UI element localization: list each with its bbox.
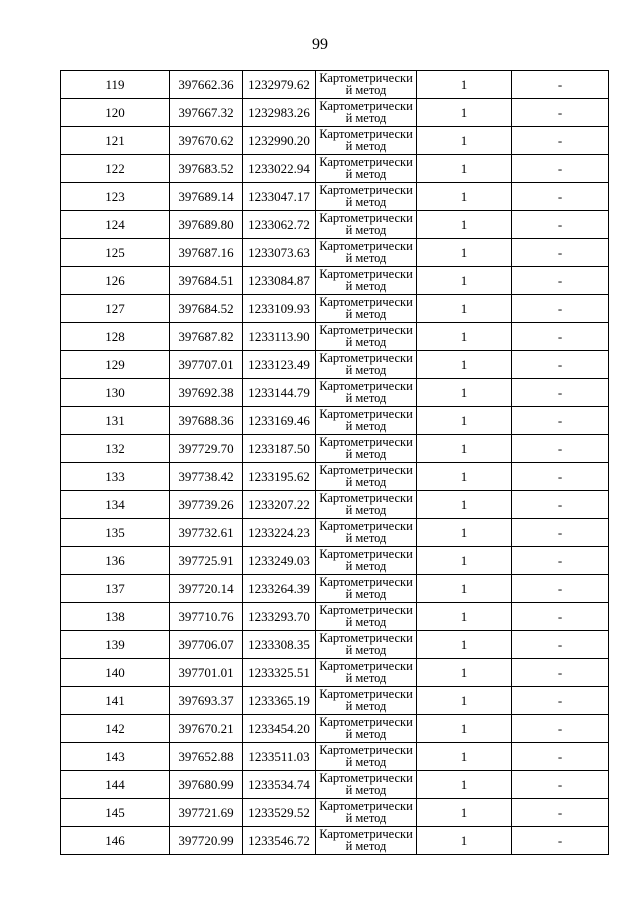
count-cell: 1	[417, 715, 512, 743]
table-row	[61, 267, 609, 295]
dash-cell: -	[512, 71, 609, 99]
y-coordinate-cell: 1233123.49	[243, 351, 316, 379]
method-cell	[316, 547, 417, 575]
y-coordinate-cell: 1233195.62	[243, 463, 316, 491]
point-number-cell: 137	[61, 575, 170, 603]
table-row	[61, 687, 609, 715]
method-cell	[316, 659, 417, 687]
method-text-line2: й метод	[345, 699, 387, 713]
method-cell	[316, 743, 417, 771]
point-number-cell: 143	[61, 743, 170, 771]
dash-cell: -	[512, 463, 609, 491]
method-text-line2: й метод	[345, 447, 387, 461]
point-number-cell: 131	[61, 407, 170, 435]
method-text-line2: й метод	[345, 307, 387, 321]
method-text-line2: й метод	[345, 559, 387, 573]
method-cell	[316, 687, 417, 715]
method-text-line2: й метод	[345, 531, 387, 545]
y-coordinate-cell: 1233511.03	[243, 743, 316, 771]
y-coordinate-cell: 1233022.94	[243, 155, 316, 183]
method-text-line1: Картометрически	[319, 351, 413, 365]
x-coordinate-cell: 397707.01	[170, 351, 243, 379]
point-number-cell: 122	[61, 155, 170, 183]
method-text-line1: Картометрически	[319, 211, 413, 225]
y-coordinate-cell: 1233249.03	[243, 547, 316, 575]
coordinates-table	[60, 70, 609, 855]
method-text-line2: й метод	[345, 643, 387, 657]
table-row	[61, 519, 609, 547]
point-number-cell: 136	[61, 547, 170, 575]
y-coordinate-cell: 1233207.22	[243, 491, 316, 519]
table-row	[61, 659, 609, 687]
x-coordinate-cell: 397684.51	[170, 267, 243, 295]
x-coordinate-cell: 397688.36	[170, 407, 243, 435]
point-number-cell: 130	[61, 379, 170, 407]
method-text-line1: Картометрически	[319, 183, 413, 197]
count-cell: 1	[417, 351, 512, 379]
method-text-line1: Картометрически	[319, 771, 413, 785]
y-coordinate-cell: 1233187.50	[243, 435, 316, 463]
method-text-line1: Картометрически	[319, 407, 413, 421]
y-coordinate-cell: 1233144.79	[243, 379, 316, 407]
x-coordinate-cell: 397720.99	[170, 827, 243, 855]
count-cell: 1	[417, 71, 512, 99]
dash-cell: -	[512, 267, 609, 295]
method-text-line1: Картометрически	[319, 379, 413, 393]
x-coordinate-cell: 397689.14	[170, 183, 243, 211]
table-row	[61, 99, 609, 127]
count-cell: 1	[417, 743, 512, 771]
x-coordinate-cell: 397725.91	[170, 547, 243, 575]
method-cell	[316, 435, 417, 463]
count-cell: 1	[417, 687, 512, 715]
point-number-cell: 120	[61, 99, 170, 127]
method-cell	[316, 407, 417, 435]
dash-cell: -	[512, 687, 609, 715]
y-coordinate-cell: 1233308.35	[243, 631, 316, 659]
point-number-cell: 121	[61, 127, 170, 155]
dash-cell: -	[512, 295, 609, 323]
table-row	[61, 827, 609, 855]
y-coordinate-cell: 1233293.70	[243, 603, 316, 631]
y-coordinate-cell: 1232983.26	[243, 99, 316, 127]
method-text-line2: й метод	[345, 223, 387, 237]
x-coordinate-cell: 397721.69	[170, 799, 243, 827]
count-cell: 1	[417, 379, 512, 407]
y-coordinate-cell: 1232990.20	[243, 127, 316, 155]
method-text-line1: Картометрически	[319, 659, 413, 673]
dash-cell: -	[512, 239, 609, 267]
method-text-line2: й метод	[345, 195, 387, 209]
method-text-line2: й метод	[345, 755, 387, 769]
point-number-cell: 138	[61, 603, 170, 631]
method-cell	[316, 295, 417, 323]
y-coordinate-cell: 1233169.46	[243, 407, 316, 435]
point-number-cell: 128	[61, 323, 170, 351]
method-text-line2: й метод	[345, 503, 387, 517]
table-row	[61, 295, 609, 323]
method-cell	[316, 827, 417, 855]
count-cell: 1	[417, 239, 512, 267]
method-text-line2: й метод	[345, 419, 387, 433]
count-cell: 1	[417, 211, 512, 239]
x-coordinate-cell: 397710.76	[170, 603, 243, 631]
count-cell: 1	[417, 771, 512, 799]
dash-cell: -	[512, 379, 609, 407]
point-number-cell: 123	[61, 183, 170, 211]
count-cell: 1	[417, 267, 512, 295]
count-cell: 1	[417, 183, 512, 211]
point-number-cell: 145	[61, 799, 170, 827]
x-coordinate-cell: 397680.99	[170, 771, 243, 799]
table-row	[61, 155, 609, 183]
method-text-line1: Картометрически	[319, 799, 413, 813]
x-coordinate-cell: 397683.52	[170, 155, 243, 183]
method-text-line1: Картометрически	[319, 491, 413, 505]
method-text-line2: й метод	[345, 671, 387, 685]
point-number-cell: 124	[61, 211, 170, 239]
page-number: 99	[312, 36, 328, 53]
x-coordinate-cell: 397732.61	[170, 519, 243, 547]
x-coordinate-cell: 397739.26	[170, 491, 243, 519]
point-number-cell: 141	[61, 687, 170, 715]
count-cell: 1	[417, 435, 512, 463]
x-coordinate-cell: 397652.88	[170, 743, 243, 771]
method-text-line2: й метод	[345, 167, 387, 181]
dash-cell: -	[512, 211, 609, 239]
dash-cell: -	[512, 183, 609, 211]
x-coordinate-cell: 397692.38	[170, 379, 243, 407]
method-text-line1: Картометрически	[319, 155, 413, 169]
method-text-line2: й метод	[345, 811, 387, 825]
y-coordinate-cell: 1233047.17	[243, 183, 316, 211]
table-row	[61, 239, 609, 267]
x-coordinate-cell: 397729.70	[170, 435, 243, 463]
method-text-line2: й метод	[345, 111, 387, 125]
point-number-cell: 129	[61, 351, 170, 379]
table-row	[61, 547, 609, 575]
table-row	[61, 491, 609, 519]
y-coordinate-cell: 1233109.93	[243, 295, 316, 323]
dash-cell: -	[512, 771, 609, 799]
method-text-line2: й метод	[345, 783, 387, 797]
method-text-line2: й метод	[345, 391, 387, 405]
x-coordinate-cell: 397684.52	[170, 295, 243, 323]
count-cell: 1	[417, 799, 512, 827]
point-number-cell: 140	[61, 659, 170, 687]
y-coordinate-cell: 1233325.51	[243, 659, 316, 687]
table-row	[61, 715, 609, 743]
count-cell: 1	[417, 603, 512, 631]
x-coordinate-cell: 397662.36	[170, 71, 243, 99]
dash-cell: -	[512, 435, 609, 463]
y-coordinate-cell: 1232979.62	[243, 71, 316, 99]
method-text-line2: й метод	[345, 335, 387, 349]
method-text-line2: й метод	[345, 727, 387, 741]
method-text-line1: Картометрически	[319, 519, 413, 533]
method-text-line1: Картометрически	[319, 547, 413, 561]
method-text-line1: Картометрически	[319, 323, 413, 337]
count-cell: 1	[417, 99, 512, 127]
table-row	[61, 463, 609, 491]
table-row	[61, 379, 609, 407]
point-number-cell: 125	[61, 239, 170, 267]
table-row	[61, 575, 609, 603]
count-cell: 1	[417, 631, 512, 659]
dash-cell: -	[512, 575, 609, 603]
method-cell	[316, 631, 417, 659]
dash-cell: -	[512, 99, 609, 127]
y-coordinate-cell: 1233062.72	[243, 211, 316, 239]
table-row	[61, 323, 609, 351]
method-cell	[316, 379, 417, 407]
dash-cell: -	[512, 827, 609, 855]
method-text-line2: й метод	[345, 83, 387, 97]
dash-cell: -	[512, 715, 609, 743]
method-text-line2: й метод	[345, 587, 387, 601]
x-coordinate-cell: 397706.07	[170, 631, 243, 659]
y-coordinate-cell: 1233454.20	[243, 715, 316, 743]
method-text-line1: Картометрически	[319, 295, 413, 309]
method-text-line2: й метод	[345, 139, 387, 153]
method-text-line1: Картометрически	[319, 435, 413, 449]
dash-cell: -	[512, 323, 609, 351]
method-text-line1: Картометрически	[319, 239, 413, 253]
dash-cell: -	[512, 603, 609, 631]
dash-cell: -	[512, 547, 609, 575]
table-row	[61, 603, 609, 631]
method-cell	[316, 71, 417, 99]
method-cell	[316, 155, 417, 183]
method-text-line1: Картометрически	[319, 463, 413, 477]
point-number-cell: 139	[61, 631, 170, 659]
count-cell: 1	[417, 127, 512, 155]
point-number-cell: 142	[61, 715, 170, 743]
method-text-line1: Картометрически	[319, 99, 413, 113]
method-text-line2: й метод	[345, 839, 387, 853]
method-cell	[316, 715, 417, 743]
x-coordinate-cell: 397720.14	[170, 575, 243, 603]
table-row	[61, 743, 609, 771]
y-coordinate-cell: 1233084.87	[243, 267, 316, 295]
method-cell	[316, 127, 417, 155]
table-row	[61, 211, 609, 239]
count-cell: 1	[417, 295, 512, 323]
method-cell	[316, 267, 417, 295]
method-cell	[316, 491, 417, 519]
dash-cell: -	[512, 743, 609, 771]
method-text-line1: Картометрически	[319, 687, 413, 701]
table-row	[61, 127, 609, 155]
method-text-line1: Картометрически	[319, 71, 413, 85]
dash-cell: -	[512, 659, 609, 687]
point-number-cell: 135	[61, 519, 170, 547]
method-text-line1: Картометрически	[319, 827, 413, 841]
point-number-cell: 133	[61, 463, 170, 491]
dash-cell: -	[512, 407, 609, 435]
method-text-line1: Картометрически	[319, 603, 413, 617]
count-cell: 1	[417, 519, 512, 547]
count-cell: 1	[417, 575, 512, 603]
count-cell: 1	[417, 491, 512, 519]
x-coordinate-cell: 397670.62	[170, 127, 243, 155]
method-text-line2: й метод	[345, 615, 387, 629]
method-text-line2: й метод	[345, 475, 387, 489]
method-text-line1: Картометрически	[319, 127, 413, 141]
point-number-cell: 144	[61, 771, 170, 799]
table-row	[61, 435, 609, 463]
method-text-line1: Картометрически	[319, 575, 413, 589]
count-cell: 1	[417, 155, 512, 183]
table-row	[61, 631, 609, 659]
x-coordinate-cell: 397687.82	[170, 323, 243, 351]
x-coordinate-cell: 397689.80	[170, 211, 243, 239]
method-text-line1: Картометрически	[319, 267, 413, 281]
dash-cell: -	[512, 631, 609, 659]
method-cell	[316, 211, 417, 239]
method-cell	[316, 575, 417, 603]
method-cell	[316, 519, 417, 547]
count-cell: 1	[417, 659, 512, 687]
method-text-line1: Картометрически	[319, 715, 413, 729]
x-coordinate-cell: 397670.21	[170, 715, 243, 743]
point-number-cell: 134	[61, 491, 170, 519]
count-cell: 1	[417, 323, 512, 351]
method-text-line1: Картометрически	[319, 631, 413, 645]
y-coordinate-cell: 1233529.52	[243, 799, 316, 827]
method-cell	[316, 99, 417, 127]
method-text-line2: й метод	[345, 251, 387, 265]
point-number-cell: 126	[61, 267, 170, 295]
count-cell: 1	[417, 463, 512, 491]
method-cell	[316, 771, 417, 799]
coordinates-table-body	[61, 71, 609, 855]
dash-cell: -	[512, 799, 609, 827]
count-cell: 1	[417, 827, 512, 855]
x-coordinate-cell: 397667.32	[170, 99, 243, 127]
table-row	[61, 771, 609, 799]
y-coordinate-cell: 1233113.90	[243, 323, 316, 351]
dash-cell: -	[512, 491, 609, 519]
method-cell	[316, 463, 417, 491]
point-number-cell: 119	[61, 71, 170, 99]
method-cell	[316, 603, 417, 631]
dash-cell: -	[512, 351, 609, 379]
x-coordinate-cell: 397738.42	[170, 463, 243, 491]
table-row	[61, 183, 609, 211]
y-coordinate-cell: 1233534.74	[243, 771, 316, 799]
method-cell	[316, 323, 417, 351]
table-row	[61, 351, 609, 379]
dash-cell: -	[512, 127, 609, 155]
point-number-cell: 127	[61, 295, 170, 323]
x-coordinate-cell: 397687.16	[170, 239, 243, 267]
method-text-line1: Картометрически	[319, 743, 413, 757]
dash-cell: -	[512, 155, 609, 183]
method-text-line2: й метод	[345, 363, 387, 377]
point-number-cell: 132	[61, 435, 170, 463]
x-coordinate-cell: 397701.01	[170, 659, 243, 687]
method-cell	[316, 183, 417, 211]
y-coordinate-cell: 1233224.23	[243, 519, 316, 547]
method-cell	[316, 239, 417, 267]
method-text-line2: й метод	[345, 279, 387, 293]
x-coordinate-cell: 397693.37	[170, 687, 243, 715]
table-row	[61, 407, 609, 435]
y-coordinate-cell: 1233546.72	[243, 827, 316, 855]
y-coordinate-cell: 1233365.19	[243, 687, 316, 715]
count-cell: 1	[417, 407, 512, 435]
point-number-cell: 146	[61, 827, 170, 855]
y-coordinate-cell: 1233264.39	[243, 575, 316, 603]
method-cell	[316, 351, 417, 379]
method-cell	[316, 799, 417, 827]
table-row	[61, 71, 609, 99]
count-cell: 1	[417, 547, 512, 575]
dash-cell: -	[512, 519, 609, 547]
y-coordinate-cell: 1233073.63	[243, 239, 316, 267]
table-row	[61, 799, 609, 827]
